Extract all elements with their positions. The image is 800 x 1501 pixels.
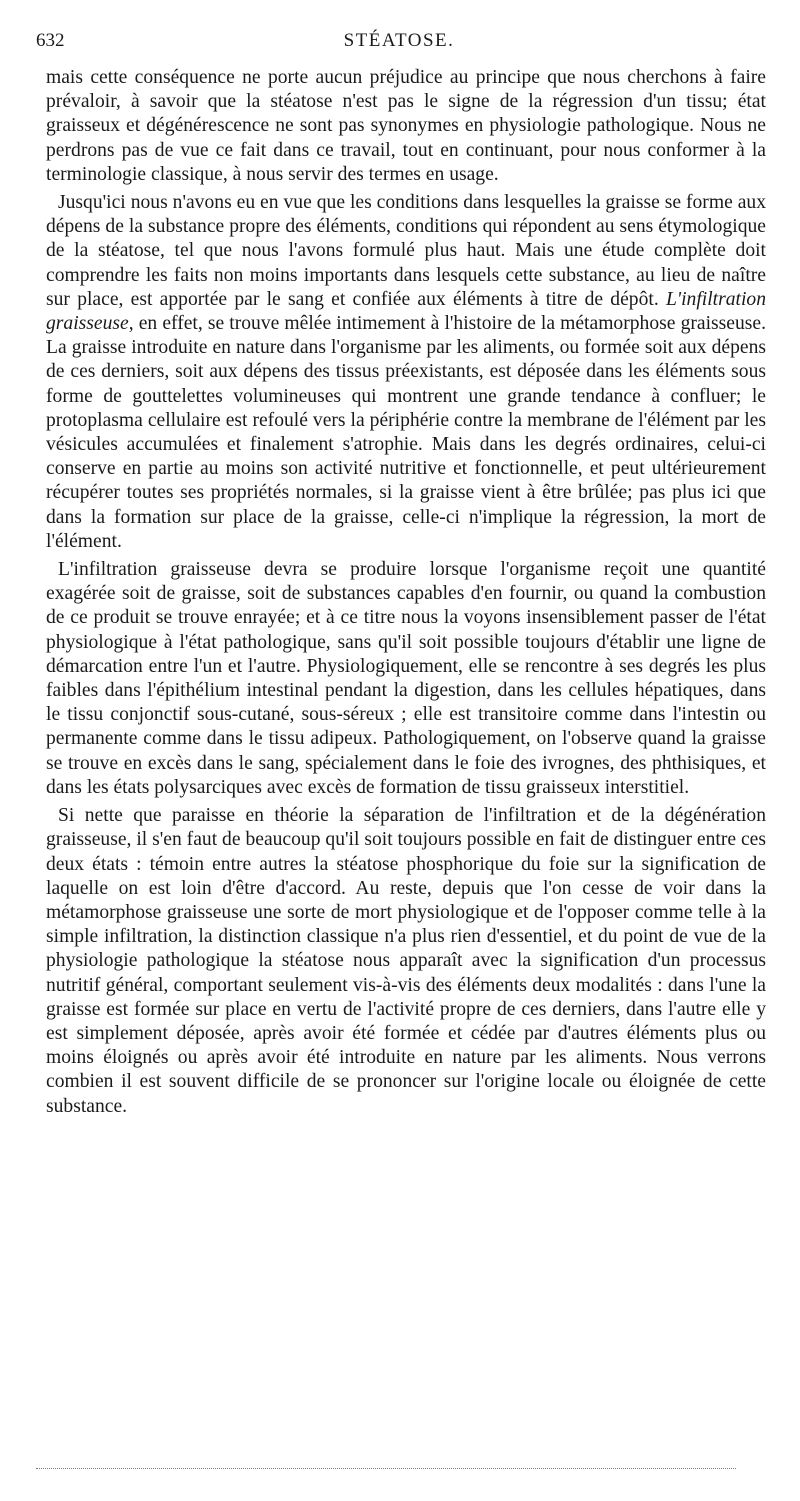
running-head [36,30,762,56]
paragraph-distinction: Si nette que paraisse en théorie la séparation de l'infiltration et de la dégénération graisseuse, il s'en faut de beaucoup qu'il soit toujours possible en fait de distinguer entre ces deux états : témoin entre autres la stéatose phosphorique du foie sur la signification de laquelle on est loin d'être d'accord. Au reste, depuis que l'on cesse de voir dans la métamorphose graisseuse une sorte de mort physiologique et de l'opposer comme telle à la simple infiltration, la distinction classique n'a plus rien d'essentiel, et du point de vue de la physiologie pathologique la stéatose nous apparaît avec la signification d'un processus nutritif général, comportant seulement vis-à-vis des éléments deux modalités : dans l'une la graisse est formée sur place en vertu de l'activité propre de ces derniers, dans l'autre elle y est simplement déposée, après avoir été formée et cédée par d'autres éléments plus ou moins éloignés ou après avoir été introduite en nature par les aliments. Nous verrons combien il est souvent difficile de se prononcer sur l'origine locale ou éloignée de cette substance. [46,805,766,1117]
footer-dotted-rule [36,1468,736,1469]
emphasis-term: L'infiltration graisseuse [46,288,766,335]
paragraph-text: , en effet, se trouve mêlée intimement à l'histoire de la métamorphose graisseuse. La graisse introduite en nature dans l'organisme par les aliments, ou formée soit aux dépens de ces derniers, soit aux dépens des tissus préexistants, est déposée dans les éléments sous forme de gouttelettes volumineuses qui montrent une grande tendance à confluer; le protoplasma cellulaire est refoulé vers la périphérie contre la membrane de l'élément par les vésicules accumulées et finalement s'atrophie. Mais dans les degrés ordinaires, celui-ci conserve en partie au moins son activité nutritive et fonctionnelle, et peut ultérieurement récupérer toutes ses propriétés normales, si la graisse vient à être brûlée; pas plus ici que dans la formation sur place de la graisse, celle-ci n'implique la régression, la mort de l'élément. [46,313,766,552]
body-text [46,66,766,1123]
paragraph-continuation: mais cette conséquence ne porte aucun préjudice au principe que nous cherchons à faire prévaloir, à savoir que la stéatose n'est pas le signe de la régression d'un tissu; état graisseux et dégénérescence ne sont pas synonymes en physiologie pathologique. Nous ne perdrons pas de vue ce fait dans ce travail, tout en continuant, pour nous conformer à la terminologie classique, à nous servir des termes en usage. [46,67,766,185]
page-number: 632 [36,30,65,51]
paragraph-infiltration-conditions: L'infiltration graisseuse devra se produire lorsque l'organisme reçoit une quantité exagérée soit de graisse, soit de substances capables d'en fournir, ou quand la combustion de ce produit se trouve enrayée; et à ce titre nous la voyons insensiblement passer de l'état physiologique à l'état pathologique, sans qu'il soit possible toujours d'établir une ligne de démarcation entre l'un et l'autre. Physiologiquement, elle se rencontre à ses degrés les plus faibles dans l'épithélium intestinal pendant la digestion, dans les cellules hépatiques, dans le tissu conjonctif sous-cutané, sous-séreux ; elle est transitoire comme dans l'intestin ou permanente comme dans le tissu adipeux. Pathologiquement, on l'observe quand la graisse se trouve en excès dans le sang, spécialement dans le foie des ivrognes, des phthisiques, et dans les états polysarciques avec excès de formation de tissu graisseux interstitiel. [46,559,766,798]
paragraph-text: Jusqu'ici nous n'avons eu en vue que les conditions dans lesquelles la graisse se forme aux dépens de la substance propre des éléments, conditions qui répondent au sens étymologique de la stéatose, tel que nous l'avons formulé plus haut. Mais une étude complète doit comprendre les faits non moins importants dans lesquels cette substance, au lieu de naître sur place, est apportée par le sang et confiée aux éléments à titre de dépôt. [46,192,766,310]
paragraph-infiltration-intro [46,191,766,554]
running-title: STÉATOSE. [343,30,455,51]
